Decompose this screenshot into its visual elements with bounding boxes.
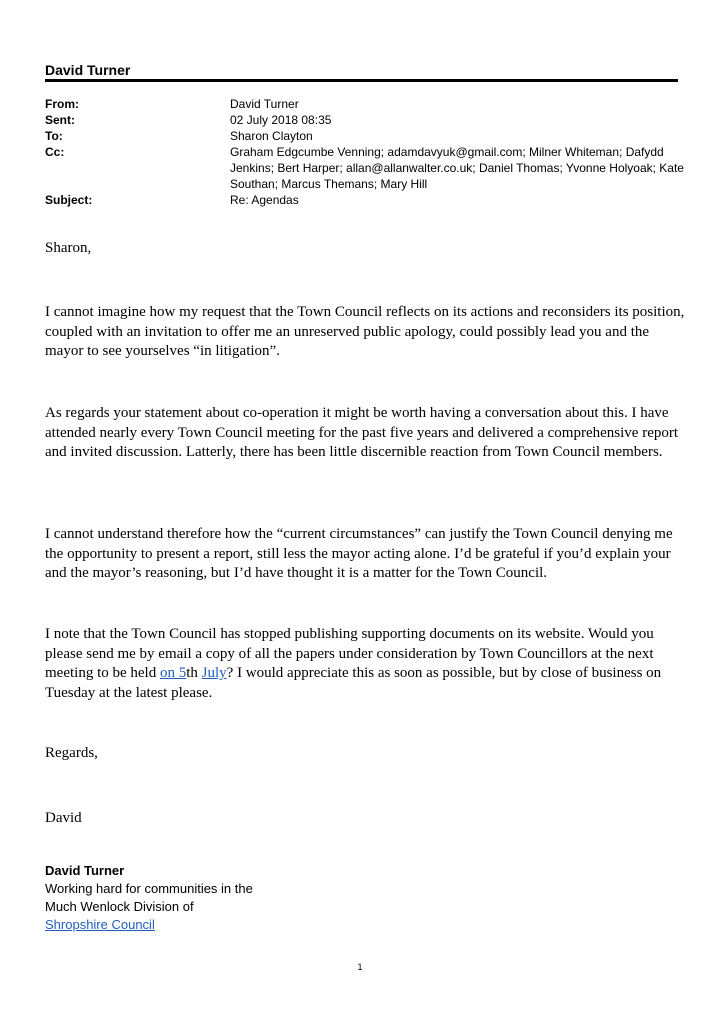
header-divider (45, 79, 678, 82)
email-sender-title: David Turner (45, 62, 131, 78)
p4-text-after: ? I would appreciate this as soon as possible, but by close of business on Tuesday at the latest please. (45, 665, 662, 701)
body-paragraph-4 (45, 625, 685, 703)
to-value: Sharon Clayton (230, 129, 313, 143)
body-paragraph-3: I cannot understand therefore how the “current circumstances” can justify the Town Council denying me the opportunity to present a report, still less the mayor acting alone. I’d be grateful if you’d explain your and the mayor’s reasoning, but I’d have thought it is a matter for the Town Council. (45, 526, 673, 581)
signature-name: David Turner (45, 863, 125, 878)
cc-value-line2: Jenkins; Bert Harper; allan@allanwalter.co.uk; Daniel Thomas; Yvonne Holyoak; Kate (230, 161, 684, 175)
sent-label: Sent: (45, 113, 75, 127)
subject-value: Re: Agendas (230, 193, 299, 207)
signature-block (45, 862, 253, 934)
to-label: To: (45, 129, 63, 143)
date-link-on-5[interactable]: on 5 (159, 665, 187, 681)
signature-line-1: Working hard for communities in the (45, 881, 253, 896)
from-value: David Turner (230, 97, 299, 111)
body-paragraph-1: I cannot imagine how my request that the Town Council reflects on its actions and reconsiders its position, coupled with an invitation to offer me an unreserved public apology, could possibly lead you and the mayor to see yourselves “in litigation”. (45, 304, 685, 359)
date-link-july[interactable]: July (201, 665, 227, 681)
signature-line-2: Much Wenlock Division of (45, 899, 194, 914)
p4-text-mid: th (186, 665, 202, 681)
sent-value: 02 July 2018 08:35 (230, 113, 332, 127)
body-sign-name: David (45, 810, 82, 826)
p4-text-before: I note that the Town Council has stopped publishing supporting documents on its website. Would you please send me by email a copy of all the papers under consideration by Town Councillors at the next meeting to be held (45, 626, 654, 681)
shropshire-council-link[interactable]: Shropshire Council (45, 917, 155, 932)
subject-label: Subject: (45, 193, 93, 207)
body-closing: Regards, (45, 745, 98, 761)
body-paragraph-2: As regards your statement about co-operation it might be worth having a conversation about this. I have attended nearly every Town Council meeting for the past five years and delivered a comprehensive report and invited discussion. Latterly, there has been little discernible reaction from Town Council members. (45, 405, 679, 460)
cc-value-line3: Southan; Marcus Themans; Mary Hill (230, 177, 428, 191)
from-label: From: (45, 97, 79, 111)
page-number: 1 (357, 962, 363, 972)
cc-value-line1: Graham Edgcumbe Venning; adamdavyuk@gmail.com; Milner Whiteman; Dafydd (230, 145, 664, 159)
body-greeting: Sharon, (45, 240, 92, 256)
cc-label: Cc: (45, 145, 65, 159)
